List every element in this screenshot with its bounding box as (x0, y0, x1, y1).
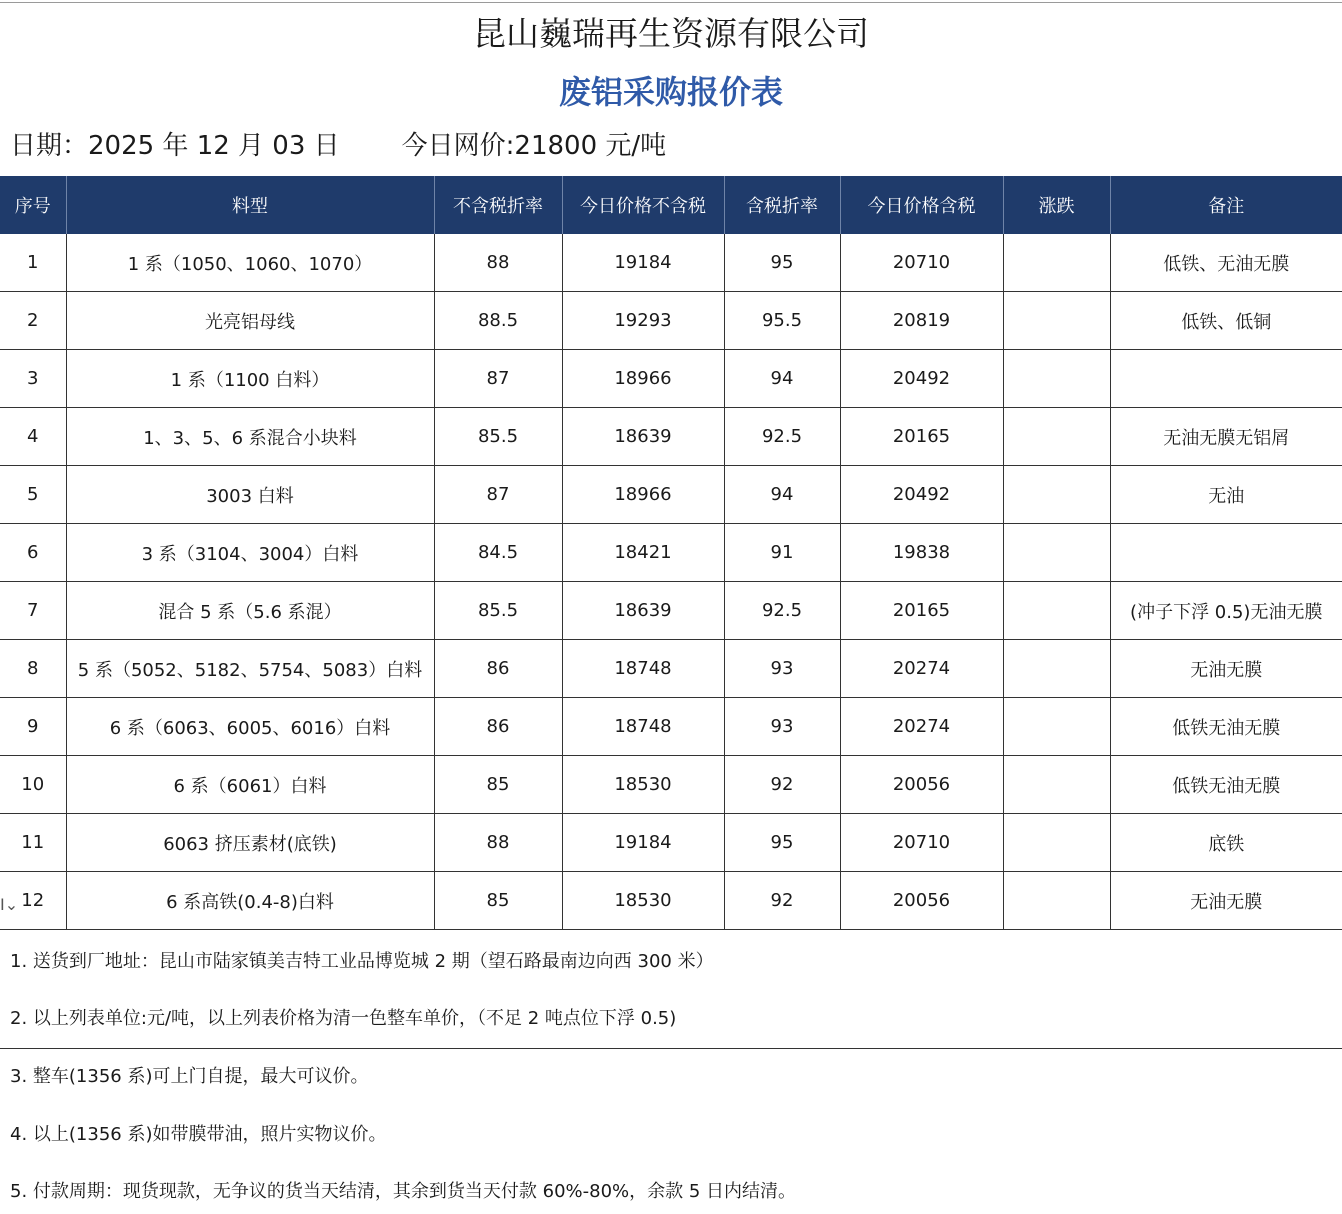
table-row (0, 756, 1342, 814)
top-border-line (0, 2, 1342, 3)
cell-type[interactable]: 6 系（6061）白料 (66, 756, 434, 814)
price-table (0, 176, 1342, 930)
column-header-rate-ex-tax[interactable]: 不含税折率 (434, 176, 562, 234)
cell-price-in-tax[interactable]: 20165 (840, 408, 1003, 466)
note-item: 1. 送货到厂地址：昆山市陆家镇美吉特工业品博览城 2 期（望石路最南边向西 300 米） (10, 951, 714, 972)
cell-rate-in-tax[interactable]: 92.5 (724, 408, 840, 466)
cell-note[interactable]: 低铁、低铜 (1110, 292, 1342, 350)
table-row (0, 582, 1342, 640)
note-item: 3. 整车(1356 系)可上门自提，最大可议价。 (10, 1066, 369, 1087)
cell-price-ex-tax[interactable]: 18639 (562, 408, 724, 466)
cell-type[interactable]: 1、3、5、6 系混合小块料 (66, 408, 434, 466)
cell-note[interactable] (1110, 350, 1342, 408)
cell-rate-in-tax[interactable]: 95 (724, 234, 840, 292)
cell-rate-ex-tax[interactable]: 87 (434, 466, 562, 524)
column-header-rate-in-tax[interactable]: 含税折率 (724, 176, 840, 234)
cell-type[interactable]: 3 系（3104、3004）白料 (66, 524, 434, 582)
cell-rate-in-tax[interactable]: 95.5 (724, 292, 840, 350)
cell-rate-ex-tax[interactable]: 85.5 (434, 582, 562, 640)
cell-rate-ex-tax[interactable]: 87 (434, 350, 562, 408)
cell-no[interactable]: 7 (0, 582, 66, 640)
cell-price-in-tax[interactable]: 20819 (840, 292, 1003, 350)
cell-change[interactable] (1003, 408, 1110, 466)
cell-rate-ex-tax[interactable]: 86 (434, 698, 562, 756)
cell-rate-in-tax[interactable]: 93 (724, 698, 840, 756)
cell-price-ex-tax[interactable]: 18748 (562, 698, 724, 756)
table-row (0, 872, 1342, 930)
cell-type[interactable]: 6 系（6063、6005、6016）白料 (66, 698, 434, 756)
cell-note[interactable]: 低铁、无油无膜 (1110, 234, 1342, 292)
cell-price-ex-tax[interactable]: 18639 (562, 582, 724, 640)
text-cursor-icon: I⌄ (0, 895, 19, 914)
cell-price-in-tax[interactable]: 20492 (840, 350, 1003, 408)
cell-note[interactable] (1110, 524, 1342, 582)
date-price-line (10, 128, 666, 164)
cell-rate-in-tax[interactable]: 92.5 (724, 582, 840, 640)
cell-rate-ex-tax[interactable]: 88 (434, 234, 562, 292)
sheet-title: 废铝采购报价表 (558, 73, 783, 111)
cell-no[interactable]: 4 (0, 408, 66, 466)
table-row (0, 350, 1342, 408)
cell-price-ex-tax[interactable]: 19184 (562, 814, 724, 872)
cell-price-in-tax[interactable]: 20165 (840, 582, 1003, 640)
note-item: 4. 以上(1356 系)如带膜带油，照片实物议价。 (10, 1124, 387, 1145)
cell-price-ex-tax[interactable]: 18421 (562, 524, 724, 582)
cell-change[interactable] (1003, 640, 1110, 698)
cell-rate-ex-tax[interactable]: 85 (434, 872, 562, 930)
cell-type[interactable]: 光亮铝母线 (66, 292, 434, 350)
cell-type[interactable]: 混合 5 系（5.6 系混） (66, 582, 434, 640)
cell-price-in-tax[interactable]: 20710 (840, 814, 1003, 872)
cell-rate-ex-tax[interactable]: 85 (434, 756, 562, 814)
cell-rate-ex-tax[interactable]: 88.5 (434, 292, 562, 350)
cell-price-in-tax[interactable]: 20274 (840, 698, 1003, 756)
cell-no[interactable]: 8 (0, 640, 66, 698)
cell-note[interactable]: 无油无膜 (1110, 640, 1342, 698)
table-header-row (0, 176, 1342, 234)
table-row (0, 524, 1342, 582)
cell-no[interactable]: 3 (0, 350, 66, 408)
cell-price-in-tax[interactable]: 20056 (840, 756, 1003, 814)
company-name: 昆山巍瑞再生资源有限公司 (473, 14, 869, 53)
cell-change[interactable] (1003, 872, 1110, 930)
cell-rate-in-tax[interactable]: 93 (724, 640, 840, 698)
cell-rate-ex-tax[interactable]: 88 (434, 814, 562, 872)
cell-price-ex-tax[interactable]: 18530 (562, 756, 724, 814)
table-row (0, 292, 1342, 350)
cell-change[interactable] (1003, 698, 1110, 756)
table-row (0, 408, 1342, 466)
cell-note[interactable]: 底铁 (1110, 814, 1342, 872)
cell-no[interactable]: 9 (0, 698, 66, 756)
column-header-no[interactable]: 序号 (0, 176, 66, 234)
cell-price-in-tax[interactable]: 20274 (840, 640, 1003, 698)
market-price-text: 今日网价:21800 元/吨 (401, 131, 667, 161)
cell-note[interactable]: 无油 (1110, 466, 1342, 524)
cell-note[interactable]: 无油无膜无铝屑 (1110, 408, 1342, 466)
cell-change[interactable] (1003, 234, 1110, 292)
cell-no[interactable]: 10 (0, 756, 66, 814)
note-item: 2. 以上列表单位:元/吨，以上列表价格为清一色整车单价，（不足 2 吨点位下浮 0.5) (10, 1008, 677, 1029)
table-row (0, 234, 1342, 292)
table-row (0, 640, 1342, 698)
cell-rate-in-tax[interactable]: 95 (724, 814, 840, 872)
column-header-type[interactable]: 料型 (66, 176, 434, 234)
cell-change[interactable] (1003, 524, 1110, 582)
cell-no[interactable]: 11 (0, 814, 66, 872)
cell-no[interactable]: 5 (0, 466, 66, 524)
cell-rate-in-tax[interactable]: 94 (724, 350, 840, 408)
cell-rate-ex-tax[interactable]: 86 (434, 640, 562, 698)
column-header-price-ex-tax[interactable]: 今日价格不含税 (562, 176, 724, 234)
cell-rate-ex-tax[interactable]: 84.5 (434, 524, 562, 582)
cell-note[interactable]: 无油无膜 (1110, 872, 1342, 930)
cell-price-in-tax[interactable]: 20492 (840, 466, 1003, 524)
cell-change[interactable] (1003, 466, 1110, 524)
cell-no[interactable]: 6 (0, 524, 66, 582)
cell-change[interactable] (1003, 756, 1110, 814)
cell-type[interactable]: 1 系（1050、1060、1070） (66, 234, 434, 292)
table-row (0, 698, 1342, 756)
table-row (0, 814, 1342, 872)
cell-rate-in-tax[interactable]: 94 (724, 466, 840, 524)
cell-type[interactable]: 3003 白料 (66, 466, 434, 524)
cell-type[interactable]: 1 系（1100 白料） (66, 350, 434, 408)
cell-rate-in-tax[interactable]: 92 (724, 756, 840, 814)
cell-price-in-tax[interactable]: 20056 (840, 872, 1003, 930)
cell-price-ex-tax[interactable]: 19293 (562, 292, 724, 350)
cell-type[interactable]: 6 系高铁(0.4-8)白料 (66, 872, 434, 930)
table-row (0, 466, 1342, 524)
cell-note[interactable]: 低铁无油无膜 (1110, 756, 1342, 814)
cell-type[interactable]: 5 系（5052、5182、5754、5083）白料 (66, 640, 434, 698)
cell-price-in-tax[interactable]: 19838 (840, 524, 1003, 582)
cell-price-ex-tax[interactable]: 18748 (562, 640, 724, 698)
cell-rate-in-tax[interactable]: 91 (724, 524, 840, 582)
cell-price-ex-tax[interactable]: 19184 (562, 234, 724, 292)
cell-change[interactable] (1003, 292, 1110, 350)
cell-no[interactable]: 1 (0, 234, 66, 292)
note-item: 5. 付款周期：现货现款，无争议的货当天结清，其余到货当天付款 60%-80%，余款 5 日内结清。 (10, 1181, 797, 1202)
cell-price-ex-tax[interactable]: 18966 (562, 466, 724, 524)
cell-change[interactable] (1003, 814, 1110, 872)
date-text: 日期：2025 年 12 月 03 日 (10, 131, 340, 161)
column-header-note[interactable]: 备注 (1110, 176, 1342, 234)
cell-note[interactable]: 低铁无油无膜 (1110, 698, 1342, 756)
cell-no[interactable]: 12 (0, 872, 66, 930)
cell-no[interactable]: 2 (0, 292, 66, 350)
notes-divider (0, 1048, 1342, 1049)
cell-change[interactable] (1003, 350, 1110, 408)
column-header-change[interactable]: 涨跌 (1003, 176, 1110, 234)
cell-price-ex-tax[interactable]: 18966 (562, 350, 724, 408)
cell-rate-ex-tax[interactable]: 85.5 (434, 408, 562, 466)
column-header-price-in-tax[interactable]: 今日价格含税 (840, 176, 1003, 234)
cell-type[interactable]: 6063 挤压素材(底铁) (66, 814, 434, 872)
cell-change[interactable] (1003, 582, 1110, 640)
cell-price-ex-tax[interactable]: 18530 (562, 872, 724, 930)
cell-rate-in-tax[interactable]: 92 (724, 872, 840, 930)
cell-price-in-tax[interactable]: 20710 (840, 234, 1003, 292)
cell-note[interactable]: (冲子下浮 0.5)无油无膜 (1110, 582, 1342, 640)
